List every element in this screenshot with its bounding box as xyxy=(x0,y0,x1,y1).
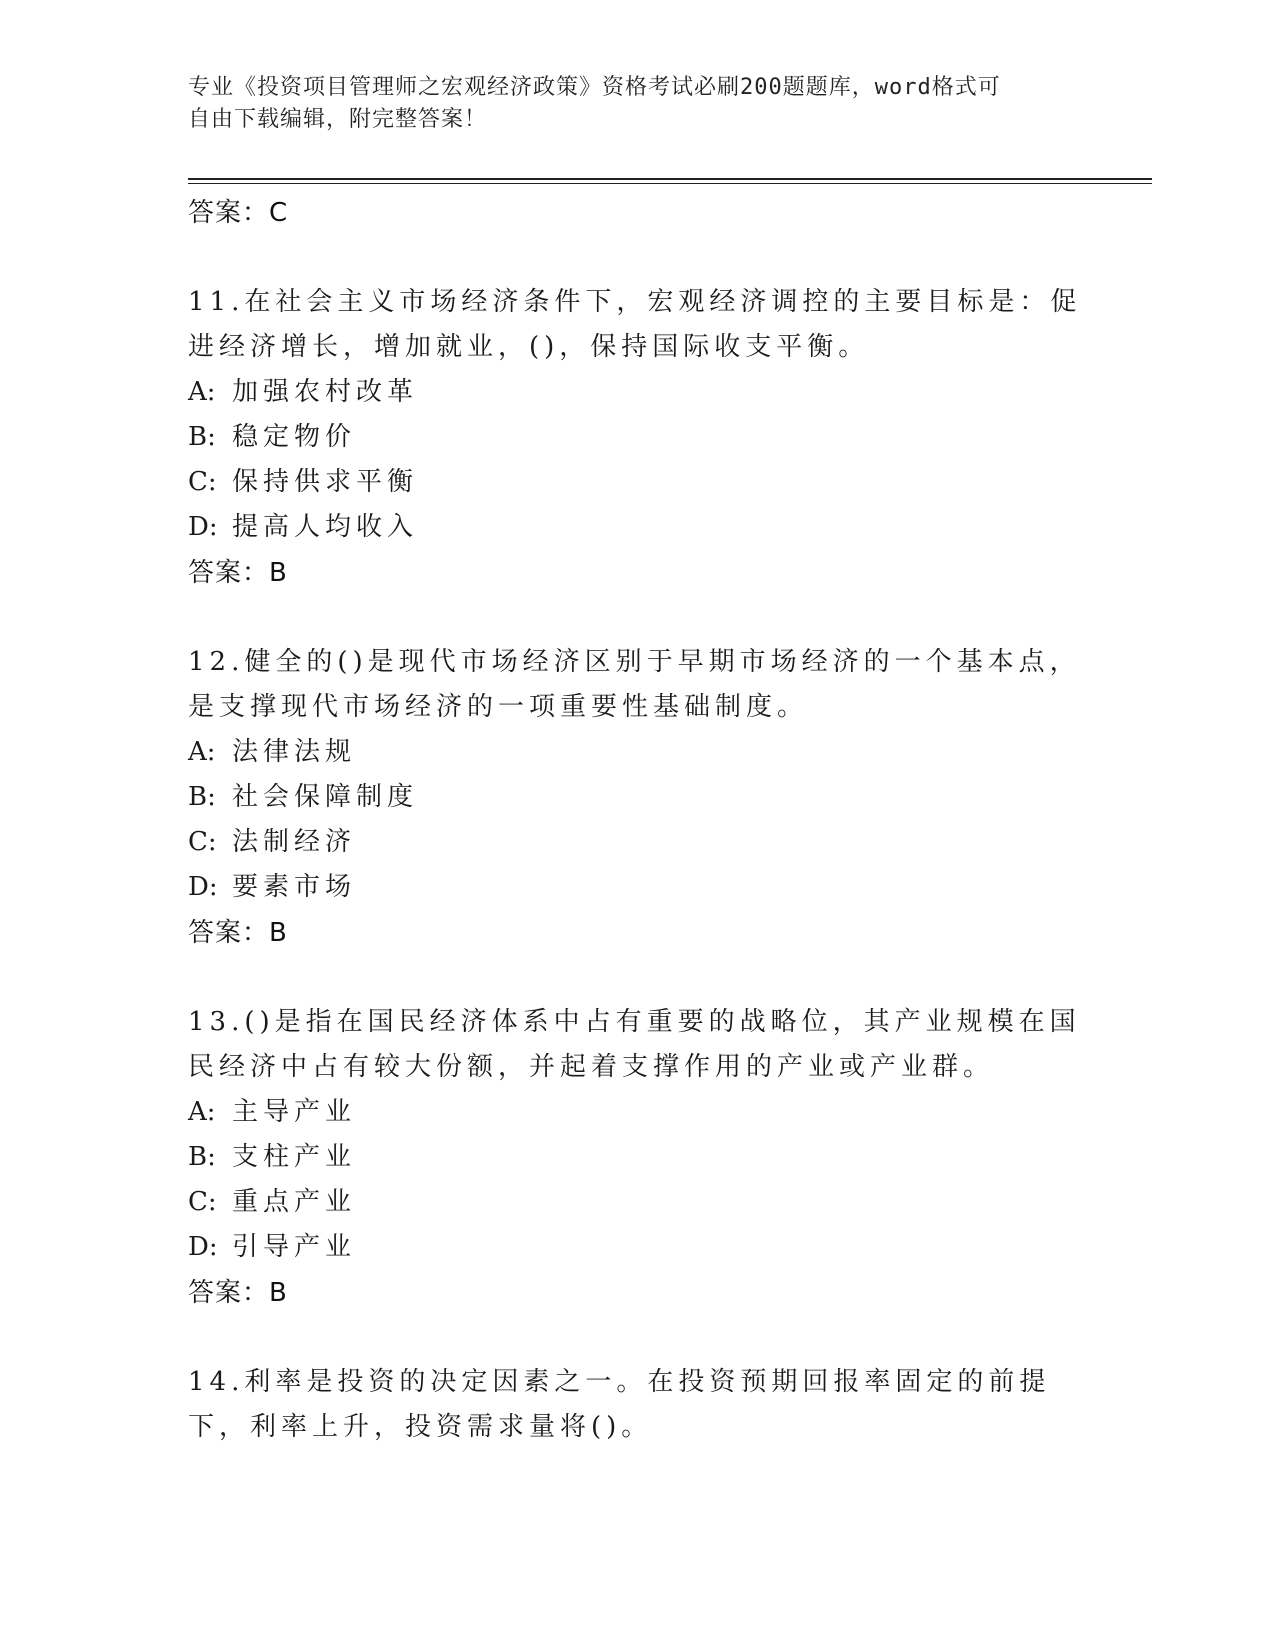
option-text: 支柱产业 xyxy=(232,1142,357,1172)
option-key: D: xyxy=(188,1232,218,1262)
option-key: D: xyxy=(188,872,218,902)
option-d xyxy=(188,865,1088,910)
previous-answer xyxy=(188,190,1088,236)
answer-label: 答案： xyxy=(188,198,270,228)
option-a xyxy=(188,370,1088,415)
option-key: B: xyxy=(188,1142,216,1172)
question-text: 12.健全的()是现代市场经济区别于早期市场经济的一个基本点，是支撑现代市场经济的一项重要性基础制度。 xyxy=(188,647,1081,722)
answer-label: 答案： xyxy=(188,918,270,948)
option-a xyxy=(188,730,1088,775)
question-text: 13.()是指在国民经济体系中占有重要的战略位，其产业规模在国民经济中占有较大份额，并起着支撑作用的产业或产业群。 xyxy=(188,1007,1081,1082)
option-text: 加强农村改革 xyxy=(232,377,419,407)
option-text: 重点产业 xyxy=(232,1187,357,1217)
question-answer xyxy=(188,550,1088,596)
question-13 xyxy=(188,1000,1088,1316)
question-text: 14.利率是投资的决定因素之一。在投资预期回报率固定的前提下，利率上升，投资需求量将()。 xyxy=(188,1367,1051,1442)
option-b xyxy=(188,1135,1088,1180)
option-text: 法律法规 xyxy=(232,737,357,767)
option-key: A: xyxy=(188,1097,216,1127)
option-text: 要素市场 xyxy=(232,872,357,902)
option-key: A: xyxy=(188,737,216,767)
option-key: A: xyxy=(188,377,216,407)
header-divider xyxy=(188,178,1152,184)
answer-value: C xyxy=(269,198,289,228)
answer-value: B xyxy=(269,918,288,948)
question-answer xyxy=(188,910,1088,956)
option-b xyxy=(188,415,1088,460)
option-key: C: xyxy=(188,467,217,497)
option-key: B: xyxy=(188,782,216,812)
option-key: C: xyxy=(188,1187,217,1217)
option-text: 保持供求平衡 xyxy=(232,467,419,497)
question-11 xyxy=(188,280,1088,596)
question-list xyxy=(188,190,1088,1450)
header-title-line-1: 专业《投资项目管理师之宏观经济政策》资格考试必刷200题题库，word格式可 xyxy=(188,75,1001,100)
option-b xyxy=(188,775,1088,820)
header-title-line-2: 自由下载编辑，附完整答案！ xyxy=(188,107,488,132)
option-c xyxy=(188,460,1088,505)
answer-value: B xyxy=(269,558,288,588)
question-text: 11.在社会主义市场经济条件下，宏观经济调控的主要目标是：促进经济增长，增加就业，()，保持国际收支平衡。 xyxy=(188,287,1082,362)
answer-label: 答案： xyxy=(188,1278,270,1308)
option-text: 提高人均收入 xyxy=(232,512,419,542)
option-d xyxy=(188,505,1088,550)
option-text: 法制经济 xyxy=(232,827,357,857)
option-text: 引导产业 xyxy=(232,1232,357,1262)
option-text: 稳定物价 xyxy=(232,422,357,452)
option-a xyxy=(188,1090,1088,1135)
option-key: B: xyxy=(188,422,216,452)
option-key: C: xyxy=(188,827,217,857)
answer-value: B xyxy=(269,1278,288,1308)
page-header xyxy=(188,72,1068,136)
option-text: 社会保障制度 xyxy=(232,782,419,812)
question-answer xyxy=(188,1270,1088,1316)
option-d xyxy=(188,1225,1088,1270)
option-key: D: xyxy=(188,512,218,542)
option-c xyxy=(188,820,1088,865)
option-c xyxy=(188,1180,1088,1225)
question-14 xyxy=(188,1360,1088,1450)
answer-label: 答案： xyxy=(188,558,270,588)
option-text: 主导产业 xyxy=(232,1097,357,1127)
question-12 xyxy=(188,640,1088,956)
